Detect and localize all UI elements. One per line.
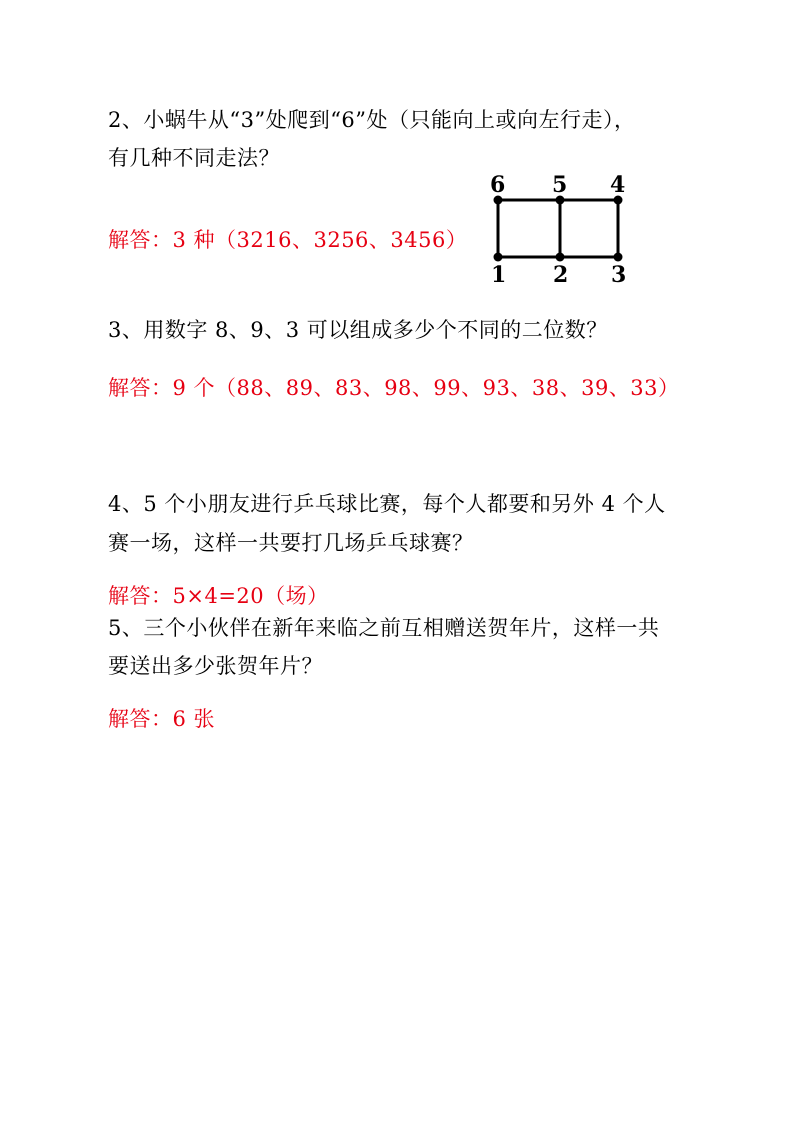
question-2-line-2: 有几种不同走法？ [108,146,280,170]
node-label-top-left: 6 [490,172,506,198]
node-label-bottom-right: 3 [611,262,627,288]
node-label-bottom-left: 1 [491,262,507,288]
node-label-top-right: 4 [610,172,626,198]
answer-5: 解答：6 张 [108,707,216,731]
node-1-dot [494,253,503,262]
answer-4: 解答：5×4=20（场） [108,584,329,608]
node-label-top-middle: 5 [552,172,568,198]
question-5-line-2: 要送出多少张贺年片？ [108,654,323,678]
question-2-line-1: 2、小蜗牛从“3”处爬到“6”处（只能向上或向左行走）， [108,108,636,132]
answer-2: 解答：3 种（3216、3256、3456） [108,228,468,252]
grid-nodes [494,196,623,262]
path-grid-diagram [484,170,634,288]
node-2-dot [556,253,565,262]
answer-3: 解答：9 个（88、89、83、98、99、93、38、39、33） [108,376,680,400]
question-4-line-1: 4、5 个小朋友进行乒乓球比赛，每个人都要和另外 4 个人 [108,492,666,516]
node-label-bottom-middle: 2 [553,262,569,288]
node-3-dot [614,253,623,262]
question-5-line-1: 5、三个小伙伴在新年来临之前互相赠送贺年片，这样一共 [108,616,660,640]
grid-lines [498,200,618,257]
question-3-line-1: 3、用数字 8、9、3 可以组成多少个不同的二位数？ [108,318,608,342]
question-4-line-2: 赛一场，这样一共要打几场乒乓球赛？ [108,531,474,555]
